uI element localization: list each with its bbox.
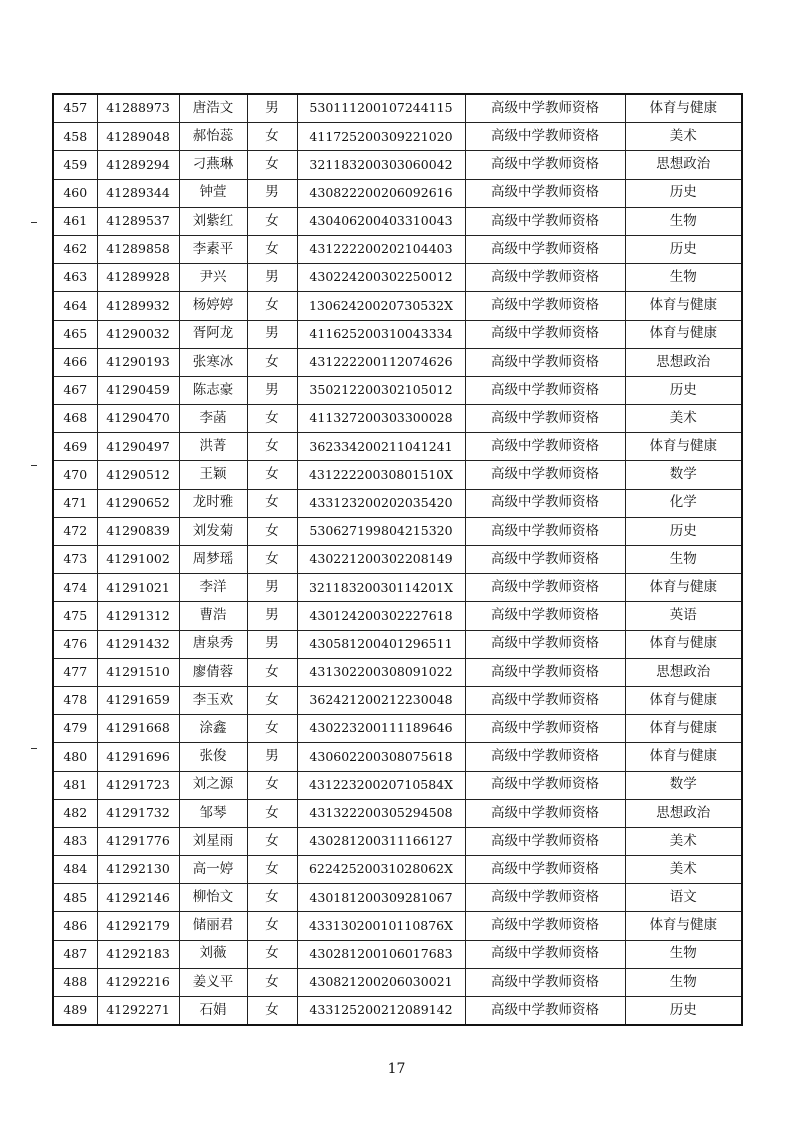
id-number-cell: 430822200206092616 [297, 179, 465, 207]
table-row [53, 686, 742, 714]
qualification-cell: 高级中学教师资格 [465, 405, 625, 433]
id-number-cell: 430223200111189646 [297, 715, 465, 743]
exam-number-cell: 41291021 [97, 574, 179, 602]
candidate-name-cell: 龙时雅 [179, 489, 247, 517]
table-row [53, 940, 742, 968]
exam-number-cell: 41289858 [97, 235, 179, 263]
exam-number-cell: 41291002 [97, 546, 179, 574]
row-index-cell: 485 [53, 884, 97, 912]
table-row [53, 827, 742, 855]
table-row [53, 123, 742, 151]
subject-cell: 体育与健康 [625, 715, 742, 743]
candidate-name-cell: 刘紫红 [179, 207, 247, 235]
subject-cell: 体育与健康 [625, 912, 742, 940]
subject-cell: 体育与健康 [625, 320, 742, 348]
gender-cell: 女 [247, 517, 297, 545]
id-number-cell: 411625200310043334 [297, 320, 465, 348]
subject-cell: 体育与健康 [625, 743, 742, 771]
candidate-name-cell: 王颖 [179, 461, 247, 489]
margin-tick-mark [31, 465, 37, 466]
id-number-cell: 431322200305294508 [297, 799, 465, 827]
gender-cell: 女 [247, 856, 297, 884]
exam-number-cell: 41292146 [97, 884, 179, 912]
qualification-cell: 高级中学教师资格 [465, 912, 625, 940]
candidate-name-cell: 姜义平 [179, 968, 247, 996]
candidate-name-cell: 刁燕琳 [179, 151, 247, 179]
table-row [53, 715, 742, 743]
candidate-name-cell: 刘发菊 [179, 517, 247, 545]
gender-cell: 男 [247, 320, 297, 348]
row-index-cell: 467 [53, 376, 97, 404]
qualification-cell: 高级中学教师资格 [465, 968, 625, 996]
id-number-cell: 530627199804215320 [297, 517, 465, 545]
table-row [53, 517, 742, 545]
table-row [53, 630, 742, 658]
exam-number-cell: 41291312 [97, 602, 179, 630]
exam-number-cell: 41291668 [97, 715, 179, 743]
row-index-cell: 473 [53, 546, 97, 574]
qualification-cell: 高级中学教师资格 [465, 827, 625, 855]
candidate-name-cell: 高一婷 [179, 856, 247, 884]
table-row [53, 292, 742, 320]
id-number-cell: 362334200211041241 [297, 433, 465, 461]
exam-number-cell: 41290497 [97, 433, 179, 461]
table-row [53, 207, 742, 235]
exam-number-cell: 41290459 [97, 376, 179, 404]
row-index-cell: 479 [53, 715, 97, 743]
qualification-cell: 高级中学教师资格 [465, 658, 625, 686]
candidate-name-cell: 杨婷婷 [179, 292, 247, 320]
qualification-cell: 高级中学教师资格 [465, 461, 625, 489]
id-number-cell: 13062420020730532X [297, 292, 465, 320]
table-row [53, 884, 742, 912]
table-row [53, 376, 742, 404]
table-row [53, 235, 742, 263]
gender-cell: 女 [247, 968, 297, 996]
table-row [53, 264, 742, 292]
table-row [53, 320, 742, 348]
exam-number-cell: 41292271 [97, 997, 179, 1026]
qualification-cell: 高级中学教师资格 [465, 320, 625, 348]
gender-cell: 男 [247, 264, 297, 292]
id-number-cell: 430124200302227618 [297, 602, 465, 630]
row-index-cell: 474 [53, 574, 97, 602]
row-index-cell: 471 [53, 489, 97, 517]
subject-cell: 化学 [625, 489, 742, 517]
exam-number-cell: 41290839 [97, 517, 179, 545]
table-row [53, 433, 742, 461]
candidate-name-cell: 唐浩文 [179, 94, 247, 123]
id-number-cell: 430281200106017683 [297, 940, 465, 968]
row-index-cell: 489 [53, 997, 97, 1026]
id-number-cell: 362421200212230048 [297, 686, 465, 714]
subject-cell: 历史 [625, 517, 742, 545]
exam-number-cell: 41291696 [97, 743, 179, 771]
row-index-cell: 482 [53, 799, 97, 827]
qualification-cell: 高级中学教师资格 [465, 376, 625, 404]
qualification-cell: 高级中学教师资格 [465, 207, 625, 235]
qualification-cell: 高级中学教师资格 [465, 546, 625, 574]
margin-tick-mark [31, 748, 37, 749]
qualification-cell: 高级中学教师资格 [465, 856, 625, 884]
subject-cell: 体育与健康 [625, 433, 742, 461]
exam-number-cell: 41289928 [97, 264, 179, 292]
table-row [53, 461, 742, 489]
qualification-cell: 高级中学教师资格 [465, 94, 625, 123]
qualification-cell: 高级中学教师资格 [465, 884, 625, 912]
candidate-name-cell: 陈志豪 [179, 376, 247, 404]
subject-cell: 思想政治 [625, 151, 742, 179]
id-number-cell: 530111200107244115 [297, 94, 465, 123]
qualification-cell: 高级中学教师资格 [465, 940, 625, 968]
candidate-name-cell: 尹兴 [179, 264, 247, 292]
gender-cell: 女 [247, 799, 297, 827]
candidate-name-cell: 廖倩蓉 [179, 658, 247, 686]
exam-number-cell: 41291510 [97, 658, 179, 686]
table-row [53, 546, 742, 574]
gender-cell: 女 [247, 771, 297, 799]
subject-cell: 语文 [625, 884, 742, 912]
gender-cell: 女 [247, 292, 297, 320]
gender-cell: 男 [247, 574, 297, 602]
qualification-cell: 高级中学教师资格 [465, 179, 625, 207]
qualification-cell: 高级中学教师资格 [465, 489, 625, 517]
qualification-cell: 高级中学教师资格 [465, 630, 625, 658]
exam-number-cell: 41290470 [97, 405, 179, 433]
row-index-cell: 464 [53, 292, 97, 320]
qualification-cell: 高级中学教师资格 [465, 348, 625, 376]
qualification-cell: 高级中学教师资格 [465, 151, 625, 179]
gender-cell: 女 [247, 461, 297, 489]
exam-number-cell: 41291723 [97, 771, 179, 799]
subject-cell: 数学 [625, 461, 742, 489]
subject-cell: 美术 [625, 856, 742, 884]
id-number-cell: 430821200206030021 [297, 968, 465, 996]
subject-cell: 生物 [625, 546, 742, 574]
row-index-cell: 475 [53, 602, 97, 630]
row-index-cell: 461 [53, 207, 97, 235]
id-number-cell: 430406200403310043 [297, 207, 465, 235]
page-number: 17 [387, 1061, 406, 1077]
qualification-cell: 高级中学教师资格 [465, 686, 625, 714]
candidate-name-cell: 钟萱 [179, 179, 247, 207]
gender-cell: 女 [247, 715, 297, 743]
id-number-cell: 411327200303300028 [297, 405, 465, 433]
id-number-cell: 411725200309221020 [297, 123, 465, 151]
gender-cell: 女 [247, 884, 297, 912]
id-number-cell: 430281200311166127 [297, 827, 465, 855]
id-number-cell: 430224200302250012 [297, 264, 465, 292]
id-number-cell: 43122320020710584X [297, 771, 465, 799]
qualification-cell: 高级中学教师资格 [465, 574, 625, 602]
row-index-cell: 486 [53, 912, 97, 940]
gender-cell: 男 [247, 602, 297, 630]
table-row [53, 856, 742, 884]
gender-cell: 男 [247, 179, 297, 207]
exam-number-cell: 41289344 [97, 179, 179, 207]
exam-number-cell: 41291432 [97, 630, 179, 658]
exam-number-cell: 41292183 [97, 940, 179, 968]
candidate-name-cell: 郝怡蕊 [179, 123, 247, 151]
id-number-cell: 43122220030801510X [297, 461, 465, 489]
subject-cell: 体育与健康 [625, 686, 742, 714]
candidate-name-cell: 柳怡文 [179, 884, 247, 912]
row-index-cell: 484 [53, 856, 97, 884]
id-number-cell: 350212200302105012 [297, 376, 465, 404]
subject-cell: 历史 [625, 997, 742, 1026]
exam-number-cell: 41290032 [97, 320, 179, 348]
id-number-cell: 62242520031028062X [297, 856, 465, 884]
candidate-name-cell: 李玉欢 [179, 686, 247, 714]
exam-number-cell: 41289048 [97, 123, 179, 151]
candidate-name-cell: 刘星雨 [179, 827, 247, 855]
id-number-cell: 430221200302208149 [297, 546, 465, 574]
qualification-cell: 高级中学教师资格 [465, 771, 625, 799]
exam-number-cell: 41292179 [97, 912, 179, 940]
subject-cell: 数学 [625, 771, 742, 799]
candidate-name-cell: 刘薇 [179, 940, 247, 968]
table-row [53, 94, 742, 123]
row-index-cell: 465 [53, 320, 97, 348]
gender-cell: 女 [247, 123, 297, 151]
row-index-cell: 462 [53, 235, 97, 263]
qualification-cell: 高级中学教师资格 [465, 997, 625, 1026]
exam-number-cell: 41292130 [97, 856, 179, 884]
exam-number-cell: 41290512 [97, 461, 179, 489]
candidate-name-cell: 石娟 [179, 997, 247, 1026]
gender-cell: 女 [247, 235, 297, 263]
qualification-cell: 高级中学教师资格 [465, 743, 625, 771]
gender-cell: 女 [247, 658, 297, 686]
gender-cell: 女 [247, 827, 297, 855]
row-index-cell: 483 [53, 827, 97, 855]
id-number-cell: 321183200303060042 [297, 151, 465, 179]
candidate-name-cell: 洪菁 [179, 433, 247, 461]
roster-table-body [53, 94, 742, 1025]
gender-cell: 女 [247, 686, 297, 714]
candidate-name-cell: 周梦瑶 [179, 546, 247, 574]
subject-cell: 英语 [625, 602, 742, 630]
subject-cell: 体育与健康 [625, 630, 742, 658]
subject-cell: 体育与健康 [625, 94, 742, 123]
gender-cell: 女 [247, 348, 297, 376]
candidate-name-cell: 涂鑫 [179, 715, 247, 743]
row-index-cell: 481 [53, 771, 97, 799]
subject-cell: 历史 [625, 235, 742, 263]
gender-cell: 女 [247, 546, 297, 574]
subject-cell: 美术 [625, 405, 742, 433]
exam-number-cell: 41291659 [97, 686, 179, 714]
table-row [53, 179, 742, 207]
table-row [53, 968, 742, 996]
table-row [53, 602, 742, 630]
row-index-cell: 480 [53, 743, 97, 771]
gender-cell: 女 [247, 997, 297, 1026]
candidate-name-cell: 曹浩 [179, 602, 247, 630]
gender-cell: 女 [247, 405, 297, 433]
subject-cell: 历史 [625, 179, 742, 207]
qualification-cell: 高级中学教师资格 [465, 715, 625, 743]
qualification-cell: 高级中学教师资格 [465, 517, 625, 545]
subject-cell: 生物 [625, 940, 742, 968]
margin-tick-mark [31, 222, 37, 223]
gender-cell: 男 [247, 376, 297, 404]
row-index-cell: 459 [53, 151, 97, 179]
table-row [53, 743, 742, 771]
id-number-cell: 43313020010110876X [297, 912, 465, 940]
row-index-cell: 469 [53, 433, 97, 461]
candidate-name-cell: 李素平 [179, 235, 247, 263]
gender-cell: 男 [247, 94, 297, 123]
row-index-cell: 478 [53, 686, 97, 714]
candidate-name-cell: 邹琴 [179, 799, 247, 827]
table-row [53, 489, 742, 517]
gender-cell: 女 [247, 489, 297, 517]
id-number-cell: 433125200212089142 [297, 997, 465, 1026]
gender-cell: 女 [247, 940, 297, 968]
subject-cell: 体育与健康 [625, 292, 742, 320]
candidate-name-cell: 胥阿龙 [179, 320, 247, 348]
gender-cell: 男 [247, 743, 297, 771]
row-index-cell: 472 [53, 517, 97, 545]
exam-number-cell: 41289294 [97, 151, 179, 179]
candidate-name-cell: 唐泉秀 [179, 630, 247, 658]
table-row [53, 151, 742, 179]
row-index-cell: 487 [53, 940, 97, 968]
roster-table-wrapper [52, 93, 741, 1026]
exam-number-cell: 41291776 [97, 827, 179, 855]
table-row [53, 912, 742, 940]
qualification-cell: 高级中学教师资格 [465, 799, 625, 827]
gender-cell: 女 [247, 433, 297, 461]
candidate-name-cell: 张寒冰 [179, 348, 247, 376]
candidate-name-cell: 李洋 [179, 574, 247, 602]
exam-number-cell: 41290652 [97, 489, 179, 517]
table-row [53, 658, 742, 686]
row-index-cell: 470 [53, 461, 97, 489]
table-row [53, 574, 742, 602]
gender-cell: 女 [247, 151, 297, 179]
gender-cell: 女 [247, 912, 297, 940]
candidate-name-cell: 张俊 [179, 743, 247, 771]
subject-cell: 思想政治 [625, 658, 742, 686]
exam-number-cell: 41292216 [97, 968, 179, 996]
exam-number-cell: 41291732 [97, 799, 179, 827]
row-index-cell: 468 [53, 405, 97, 433]
id-number-cell: 430581200401296511 [297, 630, 465, 658]
qualification-cell: 高级中学教师资格 [465, 433, 625, 461]
id-number-cell: 430602200308075618 [297, 743, 465, 771]
subject-cell: 体育与健康 [625, 574, 742, 602]
id-number-cell: 431302200308091022 [297, 658, 465, 686]
qualification-cell: 高级中学教师资格 [465, 123, 625, 151]
gender-cell: 女 [247, 207, 297, 235]
subject-cell: 历史 [625, 376, 742, 404]
qualification-cell: 高级中学教师资格 [465, 292, 625, 320]
id-number-cell: 430181200309281067 [297, 884, 465, 912]
id-number-cell: 433123200202035420 [297, 489, 465, 517]
row-index-cell: 476 [53, 630, 97, 658]
exam-number-cell: 41290193 [97, 348, 179, 376]
row-index-cell: 477 [53, 658, 97, 686]
qualification-cell: 高级中学教师资格 [465, 602, 625, 630]
roster-table [52, 93, 743, 1026]
id-number-cell: 32118320030114201X [297, 574, 465, 602]
candidate-name-cell: 储丽君 [179, 912, 247, 940]
subject-cell: 生物 [625, 207, 742, 235]
exam-number-cell: 41288973 [97, 94, 179, 123]
row-index-cell: 466 [53, 348, 97, 376]
table-row [53, 799, 742, 827]
row-index-cell: 463 [53, 264, 97, 292]
table-row [53, 771, 742, 799]
row-index-cell: 458 [53, 123, 97, 151]
table-row [53, 348, 742, 376]
candidate-name-cell: 李菡 [179, 405, 247, 433]
table-row [53, 405, 742, 433]
candidate-name-cell: 刘之源 [179, 771, 247, 799]
subject-cell: 美术 [625, 827, 742, 855]
id-number-cell: 431222200202104403 [297, 235, 465, 263]
qualification-cell: 高级中学教师资格 [465, 235, 625, 263]
subject-cell: 生物 [625, 968, 742, 996]
gender-cell: 男 [247, 630, 297, 658]
row-index-cell: 488 [53, 968, 97, 996]
id-number-cell: 431222200112074626 [297, 348, 465, 376]
subject-cell: 思想政治 [625, 348, 742, 376]
table-row [53, 997, 742, 1026]
qualification-cell: 高级中学教师资格 [465, 264, 625, 292]
exam-number-cell: 41289932 [97, 292, 179, 320]
exam-number-cell: 41289537 [97, 207, 179, 235]
subject-cell: 美术 [625, 123, 742, 151]
row-index-cell: 460 [53, 179, 97, 207]
row-index-cell: 457 [53, 94, 97, 123]
subject-cell: 生物 [625, 264, 742, 292]
subject-cell: 思想政治 [625, 799, 742, 827]
